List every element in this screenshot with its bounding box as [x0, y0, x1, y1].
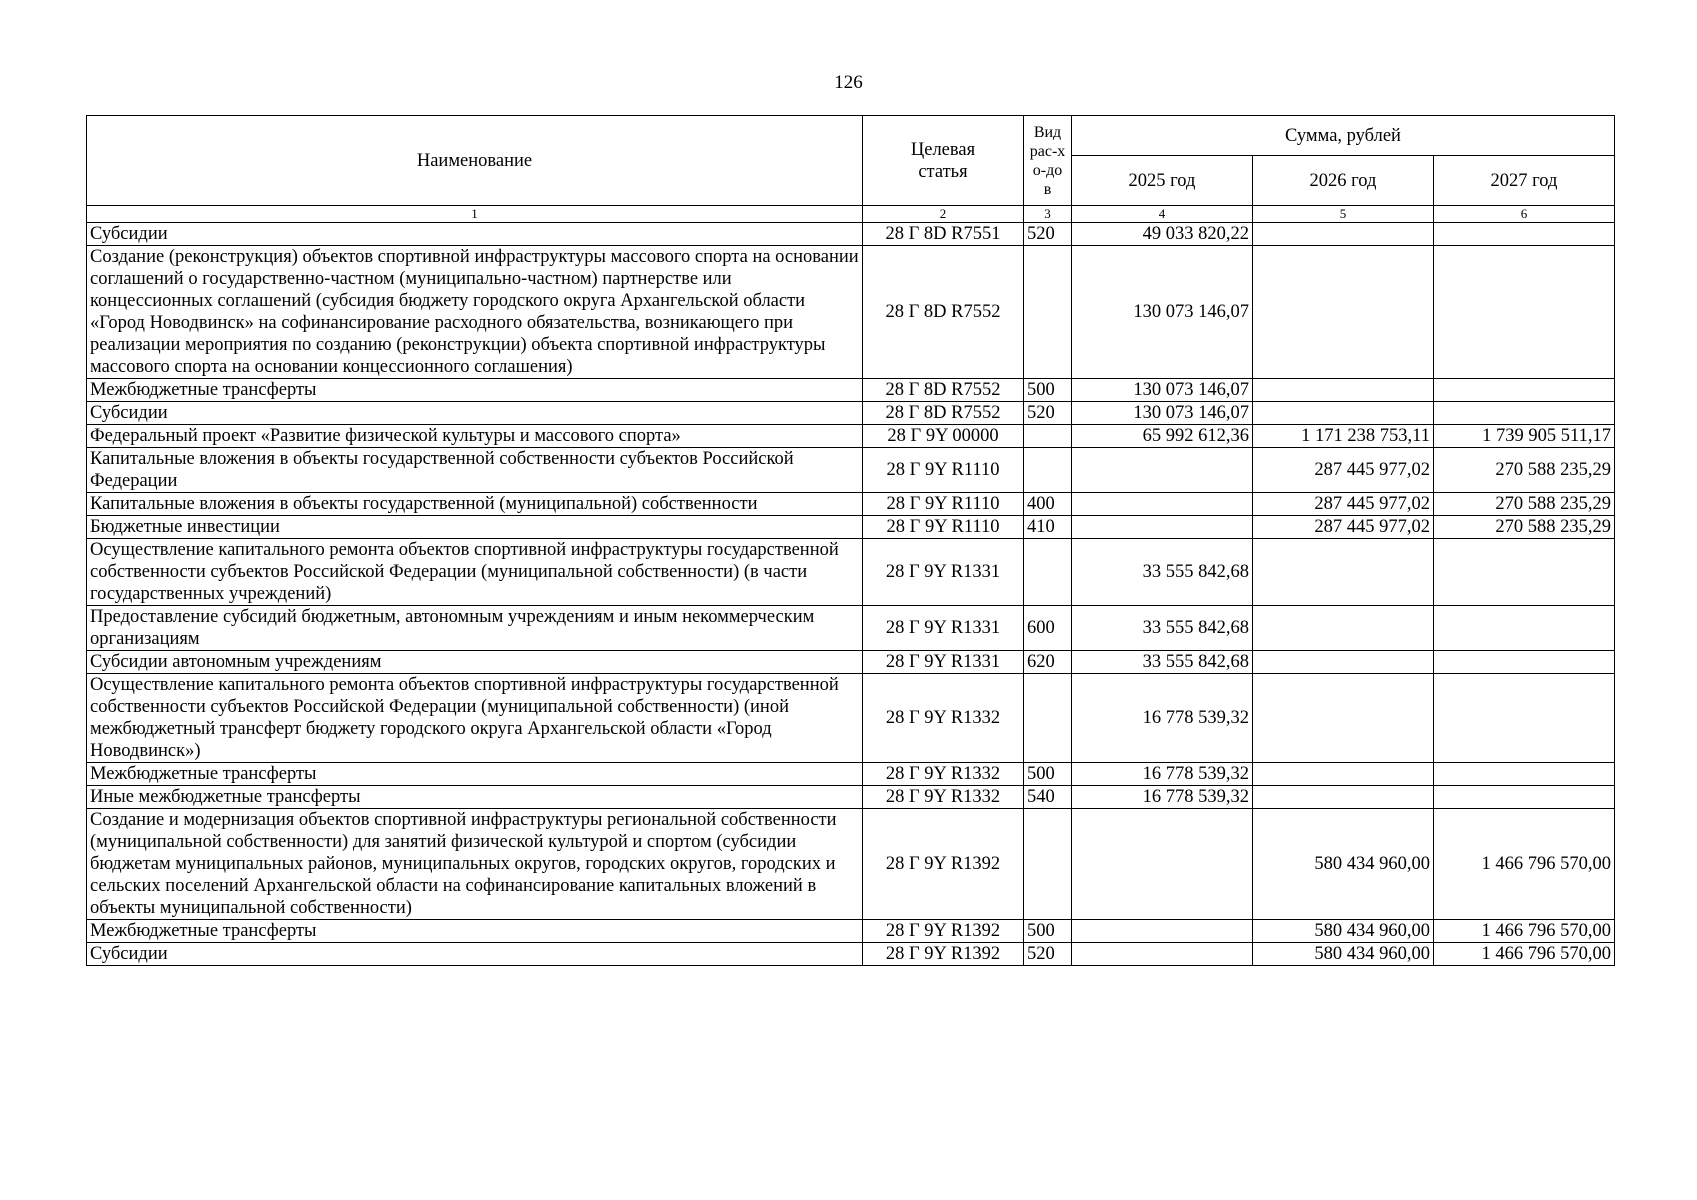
row-amount-2027: [1434, 786, 1615, 809]
header-name: Наименование: [87, 116, 863, 206]
row-amount-2025: [1072, 493, 1253, 516]
row-target-article: 28 Г 9Y R1392: [863, 943, 1024, 966]
table-header: [87, 116, 1615, 223]
row-amount-2025: 16 778 539,32: [1072, 786, 1253, 809]
table-row: [87, 920, 1615, 943]
row-target-article: 28 Г 9Y R1392: [863, 809, 1024, 920]
row-name: Федеральный проект «Развитие физической культуры и массового спорта»: [87, 425, 863, 448]
row-amount-2026: [1253, 539, 1434, 606]
row-amount-2025: [1072, 920, 1253, 943]
table-row: [87, 246, 1615, 379]
table-row: [87, 425, 1615, 448]
table-row: [87, 809, 1615, 920]
row-target-article: 28 Г 9Y R1110: [863, 516, 1024, 539]
row-amount-2027: 1 739 905 511,17: [1434, 425, 1615, 448]
row-target-article: 28 Г 8D R7551: [863, 223, 1024, 246]
row-amount-2025: [1072, 943, 1253, 966]
table-row: [87, 651, 1615, 674]
row-name: Осуществление капитального ремонта объектов спортивной инфраструктуры государственной собственности субъектов Российской Федерации (муниципальной собственности) (в части государственных учреждений): [87, 539, 863, 606]
row-target-article: 28 Г 9Y R1332: [863, 763, 1024, 786]
row-amount-2025: [1072, 448, 1253, 493]
header-year-2027: 2027 год: [1434, 156, 1615, 206]
row-amount-2026: [1253, 674, 1434, 763]
row-expense-kind: 600: [1024, 606, 1072, 651]
row-amount-2025: 33 555 842,68: [1072, 651, 1253, 674]
table-row: [87, 516, 1615, 539]
row-amount-2027: [1434, 246, 1615, 379]
row-amount-2027: 270 588 235,29: [1434, 448, 1615, 493]
row-amount-2027: 270 588 235,29: [1434, 516, 1615, 539]
row-amount-2027: 1 466 796 570,00: [1434, 809, 1615, 920]
table-row: [87, 493, 1615, 516]
row-target-article: 28 Г 9Y R1331: [863, 606, 1024, 651]
table-row: [87, 606, 1615, 651]
row-amount-2025: 130 073 146,07: [1072, 402, 1253, 425]
row-amount-2026: 580 434 960,00: [1253, 920, 1434, 943]
row-expense-kind: [1024, 425, 1072, 448]
table-row: [87, 223, 1615, 246]
row-name: Создание и модернизация объектов спортивной инфраструктуры региональной собственности (муниципальной собственности) для занятий физической культурой и спортом (субсидии бюджетам муниципальных районов, муниципальных округов, городских округов, городских и сельских поселений Архангельской области на софинансирование капитальных вложений в объекты муниципальной собственности): [87, 809, 863, 920]
row-amount-2026: 580 434 960,00: [1253, 943, 1434, 966]
row-amount-2026: 580 434 960,00: [1253, 809, 1434, 920]
row-expense-kind: 500: [1024, 920, 1072, 943]
row-expense-kind: 520: [1024, 223, 1072, 246]
row-amount-2026: [1253, 223, 1434, 246]
row-amount-2026: 1 171 238 753,11: [1253, 425, 1434, 448]
row-target-article: 28 Г 8D R7552: [863, 402, 1024, 425]
row-amount-2027: 270 588 235,29: [1434, 493, 1615, 516]
column-number-4: 4: [1072, 206, 1253, 223]
row-amount-2027: 1 466 796 570,00: [1434, 920, 1615, 943]
row-amount-2025: 130 073 146,07: [1072, 246, 1253, 379]
row-amount-2027: [1434, 763, 1615, 786]
row-name: Капитальные вложения в объекты государственной собственности субъектов Российской Федерации: [87, 448, 863, 493]
row-target-article: 28 Г 9Y R1332: [863, 786, 1024, 809]
row-name: Субсидии: [87, 943, 863, 966]
row-amount-2027: [1434, 379, 1615, 402]
row-amount-2025: 65 992 612,36: [1072, 425, 1253, 448]
row-expense-kind: 500: [1024, 763, 1072, 786]
row-amount-2027: [1434, 651, 1615, 674]
page-number: 126: [834, 72, 863, 93]
column-number-6: 6: [1434, 206, 1615, 223]
row-amount-2027: [1434, 674, 1615, 763]
row-amount-2026: 287 445 977,02: [1253, 516, 1434, 539]
row-amount-2027: [1434, 606, 1615, 651]
row-name: Создание (реконструкция) объектов спортивной инфраструктуры массового спорта на основании соглашений о государственно-частном (муниципально-частном) партнерстве или концессионных соглашений (субсидия бюджету городского округа Архангельской области «Город Новодвинск» на софинансирование расходного обязательства, возникающего при реализации мероприятия по созданию (реконструкции) объекта спортивной инфраструктуры массового спорта на основании концессионного соглашения): [87, 246, 863, 379]
header-sum: Сумма, рублей: [1072, 116, 1615, 156]
row-expense-kind: [1024, 246, 1072, 379]
row-amount-2026: 287 445 977,02: [1253, 448, 1434, 493]
row-target-article: 28 Г 9Y R1331: [863, 539, 1024, 606]
row-target-article: 28 Г 8D R7552: [863, 379, 1024, 402]
column-number-2: 2: [863, 206, 1024, 223]
row-amount-2025: [1072, 516, 1253, 539]
table-row: [87, 379, 1615, 402]
column-number-3: 3: [1024, 206, 1072, 223]
budget-table: [86, 115, 1615, 966]
row-name: Капитальные вложения в объекты государственной (муниципальной) собственности: [87, 493, 863, 516]
row-expense-kind: 400: [1024, 493, 1072, 516]
row-expense-kind: 620: [1024, 651, 1072, 674]
row-amount-2025: [1072, 809, 1253, 920]
column-number-5: 5: [1253, 206, 1434, 223]
table-body: [87, 223, 1615, 966]
row-expense-kind: 410: [1024, 516, 1072, 539]
row-expense-kind: [1024, 448, 1072, 493]
header-expense-kind: [1024, 116, 1072, 206]
table-row: [87, 786, 1615, 809]
header-target-article-text: Целевая статья: [910, 139, 976, 182]
table-row: [87, 943, 1615, 966]
header-year-2025: 2025 год: [1072, 156, 1253, 206]
row-amount-2026: [1253, 786, 1434, 809]
row-name: Субсидии: [87, 223, 863, 246]
row-name: Субсидии: [87, 402, 863, 425]
table-row: [87, 539, 1615, 606]
header-expense-kind-text: Вид рас-хо-дов: [1029, 123, 1066, 198]
row-expense-kind: 500: [1024, 379, 1072, 402]
header-year-2026: 2026 год: [1253, 156, 1434, 206]
row-amount-2026: [1253, 246, 1434, 379]
row-name: Межбюджетные трансферты: [87, 379, 863, 402]
row-amount-2025: 33 555 842,68: [1072, 539, 1253, 606]
row-target-article: 28 Г 8D R7552: [863, 246, 1024, 379]
row-expense-kind: 540: [1024, 786, 1072, 809]
row-amount-2027: [1434, 402, 1615, 425]
row-expense-kind: [1024, 539, 1072, 606]
row-target-article: 28 Г 9Y R1110: [863, 448, 1024, 493]
row-amount-2026: 287 445 977,02: [1253, 493, 1434, 516]
row-amount-2025: 49 033 820,22: [1072, 223, 1253, 246]
row-amount-2026: [1253, 379, 1434, 402]
row-amount-2026: [1253, 651, 1434, 674]
column-number-row: [87, 206, 1615, 223]
table-row: [87, 763, 1615, 786]
row-name: Осуществление капитального ремонта объектов спортивной инфраструктуры государственной собственности субъектов Российской Федерации (муниципальной собственности) (иной межбюджетный трансферт бюджету городского округа Архангельской области «Город Новодвинск»): [87, 674, 863, 763]
header-target-article: [863, 116, 1024, 206]
table-row: [87, 448, 1615, 493]
row-target-article: 28 Г 9Y R1331: [863, 651, 1024, 674]
row-target-article: 28 Г 9Y R1110: [863, 493, 1024, 516]
row-target-article: 28 Г 9Y 00000: [863, 425, 1024, 448]
row-name: Субсидии автономным учреждениям: [87, 651, 863, 674]
row-expense-kind: [1024, 674, 1072, 763]
row-name: Межбюджетные трансферты: [87, 763, 863, 786]
row-name: Иные межбюджетные трансферты: [87, 786, 863, 809]
table-row: [87, 674, 1615, 763]
row-target-article: 28 Г 9Y R1392: [863, 920, 1024, 943]
row-amount-2025: 130 073 146,07: [1072, 379, 1253, 402]
row-name: Бюджетные инвестиции: [87, 516, 863, 539]
row-amount-2025: 16 778 539,32: [1072, 674, 1253, 763]
row-expense-kind: [1024, 809, 1072, 920]
column-number-1: 1: [87, 206, 863, 223]
row-amount-2025: 33 555 842,68: [1072, 606, 1253, 651]
row-amount-2027: [1434, 539, 1615, 606]
row-name: Предоставление субсидий бюджетным, автономным учреждениям и иным некоммерческим организациям: [87, 606, 863, 651]
row-amount-2026: [1253, 606, 1434, 651]
row-amount-2026: [1253, 402, 1434, 425]
row-amount-2027: 1 466 796 570,00: [1434, 943, 1615, 966]
table-row: [87, 402, 1615, 425]
row-amount-2027: [1434, 223, 1615, 246]
row-expense-kind: 520: [1024, 402, 1072, 425]
row-expense-kind: 520: [1024, 943, 1072, 966]
row-amount-2025: 16 778 539,32: [1072, 763, 1253, 786]
row-amount-2026: [1253, 763, 1434, 786]
row-name: Межбюджетные трансферты: [87, 920, 863, 943]
row-target-article: 28 Г 9Y R1332: [863, 674, 1024, 763]
